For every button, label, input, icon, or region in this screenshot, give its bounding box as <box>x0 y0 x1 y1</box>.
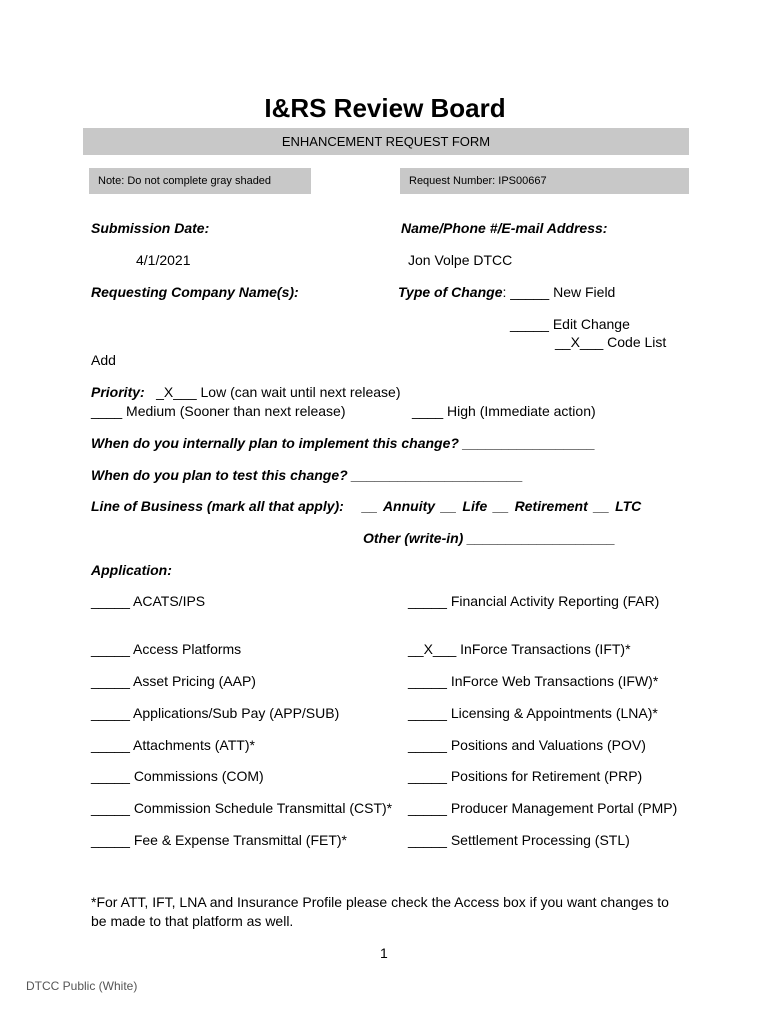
application-item: _____ Licensing & Appointments (LNA)* <box>408 705 658 721</box>
application-item: _____ Commissions (COM) <box>91 768 264 784</box>
priority-label: Priority: <box>91 384 145 400</box>
contact-label: Name/Phone #/E-mail Address: <box>401 220 608 236</box>
application-item: __X___ InForce Transactions (IFT)* <box>408 641 631 657</box>
application-item: _____ Producer Management Portal (PMP) <box>408 800 678 816</box>
application-item: _____ Asset Pricing (AAP) <box>91 673 256 689</box>
application-item: _____ Financial Activity Reporting (FAR) <box>408 593 660 609</box>
application-item: _____ Positions for Retirement (PRP) <box>408 768 643 784</box>
contact-value: Jon Volpe DTCC <box>408 252 513 268</box>
classification-label: DTCC Public (White) <box>26 979 138 993</box>
application-item: _____ Commission Schedule Transmittal (CST)* <box>91 800 393 816</box>
type-code-list: __X___ Code List <box>555 334 667 350</box>
gray-shaded-note: Note: Do not complete gray shaded <box>89 168 311 194</box>
priority-low: _X___ Low (can wait until next release) <box>156 384 401 400</box>
application-item: _____ InForce Web Transactions (IFW)* <box>408 673 659 689</box>
application-item: _____ Attachments (ATT)* <box>91 737 255 753</box>
line-of-business-other: Other (write-in) ___________________ <box>363 530 616 546</box>
test-question: When do you plan to test this change? ______________________ <box>91 467 523 483</box>
type-new-field: : _____ New Field <box>502 284 616 300</box>
application-item: _____ Positions and Valuations (POV) <box>408 737 646 753</box>
implement-question: When do you internally plan to implement this change? _________________ <box>91 435 596 451</box>
page-number: 1 <box>380 945 388 961</box>
application-item: _____ ACATS/IPS <box>91 593 206 609</box>
submission-date-label: Submission Date: <box>91 220 210 236</box>
application-label: Application: <box>91 562 172 578</box>
priority-row <box>91 384 401 402</box>
form-subtitle-banner: ENHANCEMENT REQUEST FORM <box>83 128 689 155</box>
priority-medium: ____ Medium (Sooner than next release) <box>91 403 346 419</box>
footnote: *For ATT, IFT, LNA and Insurance Profile please check the Access box if you want changes to be made to that platform as well. <box>91 894 669 929</box>
page-title: I&RS Review Board <box>264 93 506 123</box>
submission-date-value: 4/1/2021 <box>136 252 191 268</box>
priority-high: ____ High (Immediate action) <box>412 403 596 419</box>
line-of-business-label: Line of Business (mark all that apply): <box>91 498 344 514</box>
application-item: _____ Applications/Sub Pay (APP/SUB) <box>91 705 340 721</box>
type-edit-change: _____ Edit Change <box>510 316 630 332</box>
application-item: _____ Settlement Processing (STL) <box>408 832 630 848</box>
request-number-box: Request Number: IPS00667 <box>400 168 689 194</box>
line-of-business-options: __ Annuity __ Life __ Retirement __ LTC <box>362 498 642 514</box>
type-of-change-row <box>398 284 615 302</box>
type-of-change-label: Type of Change <box>398 284 503 300</box>
type-add: Add <box>91 352 116 368</box>
application-item: _____ Access Platforms <box>91 641 242 657</box>
requesting-company-label: Requesting Company Name(s): <box>91 284 299 300</box>
application-item: _____ Fee & Expense Transmittal (FET)* <box>91 832 347 848</box>
